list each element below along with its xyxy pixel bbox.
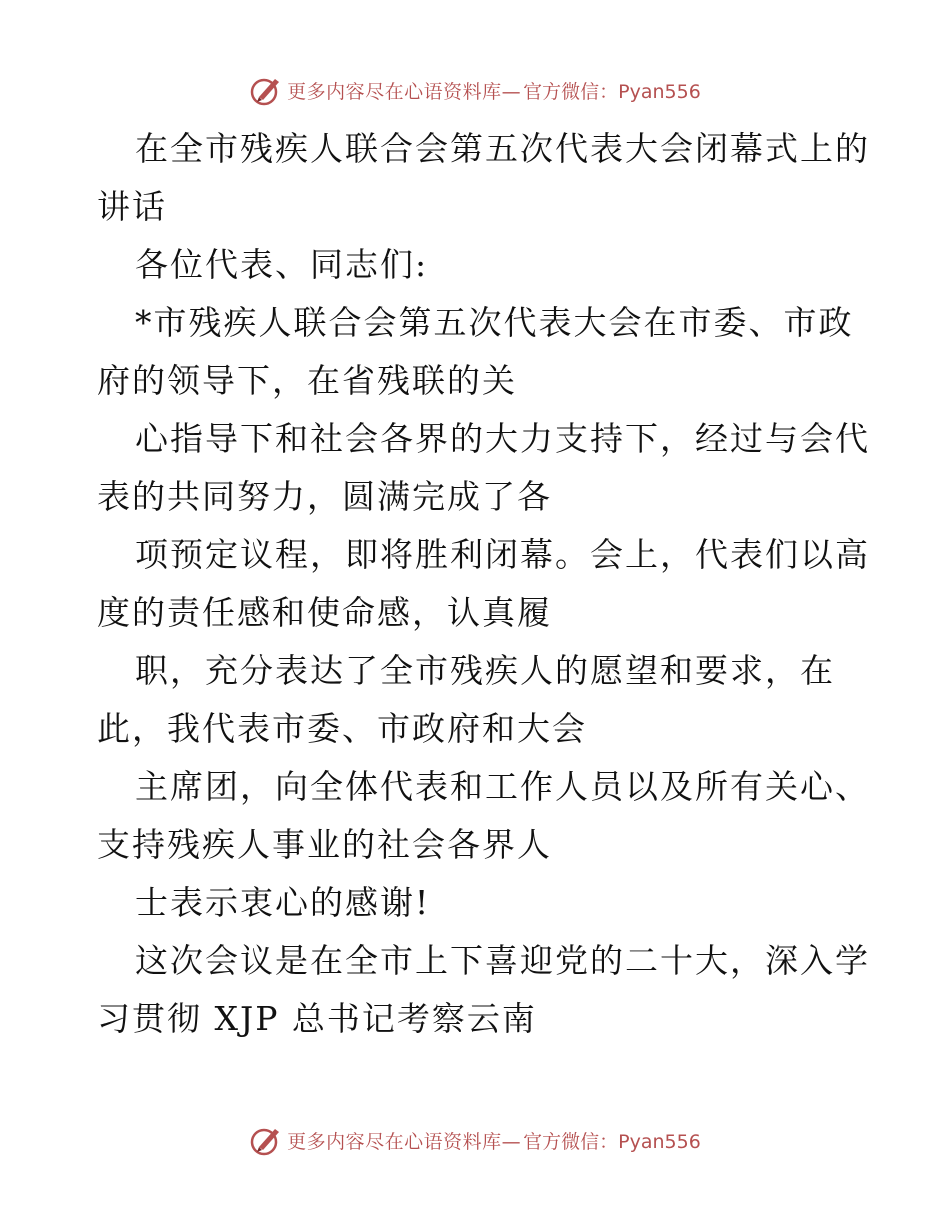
text-line: 府的领导下，在省残联的关 xyxy=(97,361,517,400)
footer-watermark xyxy=(0,1120,950,1160)
text-line: 支持残疾人事业的社会各界人 xyxy=(97,825,552,864)
text-line: 职，充分表达了全市残疾人的愿望和要求，在 xyxy=(135,651,835,690)
text-line: 此，我代表市委、市政府和大会 xyxy=(97,709,587,748)
text-line: 讲话 xyxy=(97,187,167,226)
text-line: 度的责任感和使命感，认真履 xyxy=(97,593,552,632)
pen-logo-icon xyxy=(249,73,283,107)
watermark-text: 更多内容尽在心语资料库— xyxy=(287,1130,522,1153)
watermark-text: 更多内容尽在心语资料库— xyxy=(287,80,522,103)
text-line: *市残疾人联合会第五次代表大会在市委、市政 xyxy=(135,303,854,342)
text-line: 项预定议程，即将胜利闭幕。会上，代表们以高 xyxy=(135,535,870,574)
pen-logo-icon xyxy=(249,1123,283,1157)
watermark-contact: 官方微信：Pyan556 xyxy=(523,1130,701,1153)
text-line: 在全市残疾人联合会第五次代表大会闭幕式上的 xyxy=(135,129,870,168)
text-line: 士表示衷心的感谢! xyxy=(135,883,431,922)
text-line: 这次会议是在全市上下喜迎党的二十大，深入学 xyxy=(135,941,870,980)
watermark-contact: 官方微信：Pyan556 xyxy=(523,80,701,103)
text-line: 心指导下和社会各界的大力支持下，经过与会代 xyxy=(135,419,870,458)
document-body xyxy=(97,120,870,1048)
text-line: 主席团，向全体代表和工作人员以及所有关心、 xyxy=(135,767,870,806)
header-watermark xyxy=(0,70,950,110)
text-line: 各位代表、同志们: xyxy=(135,245,429,284)
text-line: 表的共同努力，圆满完成了各 xyxy=(97,477,552,516)
text-line: 习贯彻 XJP 总书记考察云南 xyxy=(97,999,537,1038)
